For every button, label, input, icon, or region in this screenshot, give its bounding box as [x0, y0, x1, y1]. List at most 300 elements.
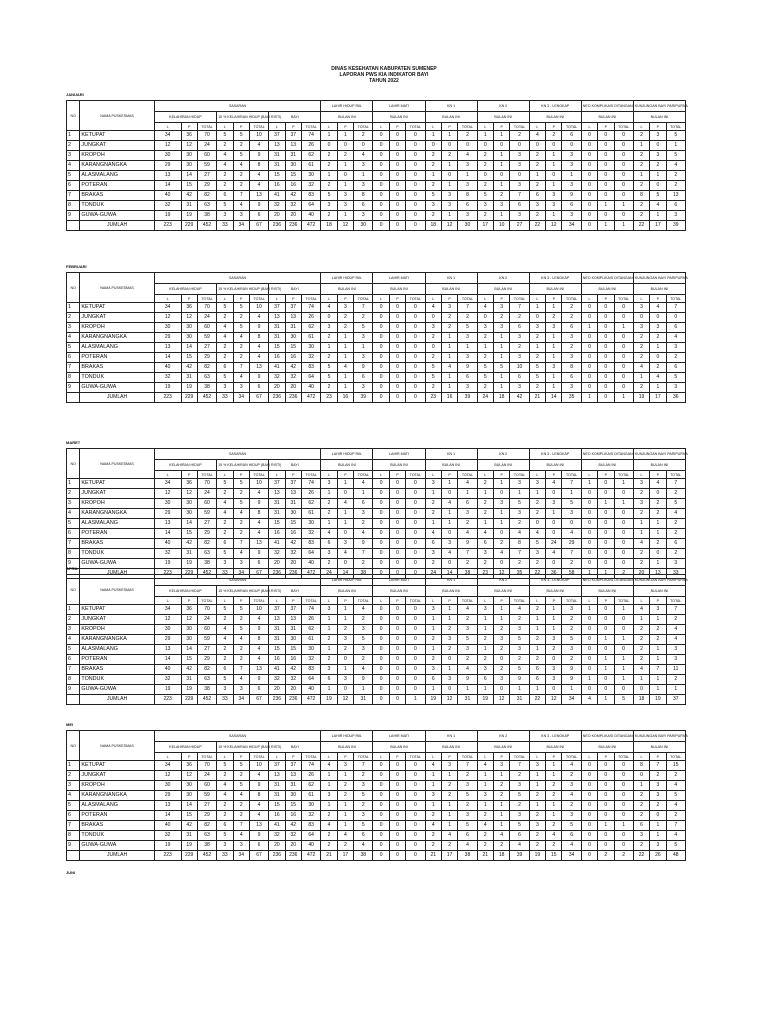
table-cell: 3 [217, 211, 233, 221]
table-cell: 1 [546, 181, 562, 191]
table-cell: 29 [197, 655, 216, 665]
table-cell: 0 [389, 479, 405, 489]
table-cell: 1 [354, 343, 373, 353]
table-cell: 5 [510, 499, 529, 509]
table-row [67, 373, 686, 383]
table-cell: 0 [373, 479, 389, 489]
col-header-l: L [529, 753, 545, 761]
table-cell: 2 [441, 841, 457, 851]
table-cell: 12 [154, 489, 181, 499]
table-cell: 2 [233, 181, 249, 191]
table-cell: 8 [249, 333, 268, 343]
table-cell: 12 [154, 615, 181, 625]
table-cell: 32 [285, 201, 301, 211]
jumlah-label: JUMLAH [80, 221, 154, 231]
table-cell: 40 [301, 841, 320, 851]
puskesmas-name: GUWA-GUWA [80, 841, 154, 851]
table-cell: 29 [154, 333, 181, 343]
table-cell: 0 [337, 655, 353, 665]
col-header-kn2: KN 2 [477, 449, 529, 460]
table-cell: 4 [666, 625, 685, 635]
row-number: 8 [67, 675, 80, 685]
table-cell: 2 [441, 791, 457, 801]
table-cell: 7 [233, 665, 249, 675]
total-cell: 0 [581, 221, 597, 231]
total-cell: 31 [510, 695, 529, 705]
month-table-section [66, 730, 686, 861]
table-cell: 0 [581, 821, 597, 831]
table-cell: 14 [181, 801, 197, 811]
month-label: FEBRUARI [66, 264, 87, 269]
col-header-sasaran: SASARAN [154, 575, 321, 586]
puskesmas-name: BRAKAS [80, 539, 154, 549]
table-cell: 5 [321, 373, 337, 383]
table-cell: 0 [406, 499, 425, 509]
col-header-l: L [425, 597, 441, 605]
table-cell: 0 [406, 333, 425, 343]
table-cell: 6 [321, 675, 337, 685]
table-cell: 1 [354, 489, 373, 499]
table-cell: 27 [197, 171, 216, 181]
table-cell: 1 [321, 489, 337, 499]
table-cell: 5 [217, 675, 233, 685]
table-cell: 30 [301, 519, 320, 529]
table-cell: 2 [562, 343, 581, 353]
table-cell: 5 [666, 841, 685, 851]
total-cell: 19 [650, 695, 666, 705]
col-header-p: P [441, 295, 457, 303]
table-cell: 2 [666, 771, 685, 781]
table-cell: 42 [285, 821, 301, 831]
table-cell: 2 [494, 625, 510, 635]
table-cell: 0 [389, 685, 405, 695]
col-header-p: P [441, 123, 457, 131]
table-cell: 2 [458, 771, 477, 781]
table-cell: 20 [285, 841, 301, 851]
table-cell: 62 [301, 323, 320, 333]
table-cell: 0 [614, 509, 633, 519]
table-cell: 0 [614, 615, 633, 625]
table-cell: 1 [598, 499, 614, 509]
table-cell: 40 [154, 363, 181, 373]
table-cell: 0 [614, 625, 633, 635]
table-cell: 0 [581, 635, 597, 645]
table-cell: 0 [598, 781, 614, 791]
table-cell: 0 [598, 303, 614, 313]
col-header-lahir-hidup: LAHIR HIDUP RIIL [321, 101, 373, 112]
table-cell: 19 [181, 685, 197, 695]
table-cell: 0 [598, 181, 614, 191]
table-cell: 1 [337, 821, 353, 831]
col-header-l: L [217, 753, 233, 761]
table-cell: 3 [458, 383, 477, 393]
total-cell: 16 [337, 393, 353, 403]
table-cell: 2 [546, 645, 562, 655]
col-header-kelahiran-hidup: KELAHIRAN HIDUP [154, 742, 216, 753]
table-cell: 0 [389, 549, 405, 559]
table-cell: 2 [529, 559, 545, 569]
col-header-total: TOTAL [301, 753, 320, 761]
table-cell: 27 [197, 343, 216, 353]
table-cell: 32 [154, 675, 181, 685]
total-cell: 0 [389, 569, 405, 579]
col-header-p: P [181, 597, 197, 605]
total-cell: 35 [562, 393, 581, 403]
table-cell: 2 [337, 625, 353, 635]
table-cell: 4 [249, 645, 268, 655]
table-cell: 1 [598, 655, 614, 665]
col-header-total: TOTAL [666, 753, 685, 761]
table-cell: 0 [406, 343, 425, 353]
total-cell: 24 [477, 393, 493, 403]
table-cell: 0 [406, 821, 425, 831]
table-cell: 0 [425, 343, 441, 353]
table-cell: 0 [406, 201, 425, 211]
table-cell: 0 [546, 685, 562, 695]
table-cell: 0 [650, 141, 666, 151]
table-cell: 3 [337, 191, 353, 201]
table-cell: 0 [581, 489, 597, 499]
total-cell: 236 [269, 393, 285, 403]
table-cell: 36 [181, 131, 197, 141]
table-cell: 0 [337, 559, 353, 569]
table-cell: 4 [249, 801, 268, 811]
table-cell: 2 [494, 791, 510, 801]
table-cell: 13 [154, 519, 181, 529]
table-cell: 2 [562, 655, 581, 665]
table-cell: 32 [154, 373, 181, 383]
table-cell: 3 [562, 509, 581, 519]
table-cell: 6 [354, 499, 373, 509]
table-cell: 40 [154, 821, 181, 831]
table-cell: 1 [321, 685, 337, 695]
table-cell: 37 [269, 761, 285, 771]
total-cell: 12 [546, 221, 562, 231]
table-cell: 14 [154, 181, 181, 191]
table-cell: 9 [249, 499, 268, 509]
table-cell: 0 [581, 303, 597, 313]
table-cell: 0 [406, 615, 425, 625]
table-cell: 0 [389, 781, 405, 791]
total-cell: 223 [154, 221, 181, 231]
total-cell: 12 [337, 695, 353, 705]
table-cell: 0 [389, 353, 405, 363]
table-cell: 2 [633, 635, 649, 645]
table-cell: 1 [633, 373, 649, 383]
table-cell: 0 [373, 131, 389, 141]
table-cell: 3 [354, 811, 373, 821]
table-cell: 12 [154, 771, 181, 781]
table-cell: 5 [354, 821, 373, 831]
total-row [67, 393, 686, 403]
table-row [67, 343, 686, 353]
table-cell: 31 [269, 625, 285, 635]
table-cell: 3 [510, 645, 529, 655]
table-cell: 0 [581, 131, 597, 141]
total-cell: 34 [233, 695, 249, 705]
col-header-l: L [581, 295, 597, 303]
table-cell: 1 [321, 131, 337, 141]
table-cell: 0 [598, 313, 614, 323]
table-cell: 32 [269, 201, 285, 211]
col-header-bulan-ini: BULAN INI [477, 742, 529, 753]
table-cell: 31 [285, 499, 301, 509]
table-cell: 0 [598, 549, 614, 559]
col-header-total: TOTAL [301, 597, 320, 605]
total-cell: 34 [233, 393, 249, 403]
table-cell: 1 [614, 655, 633, 665]
table-cell: 3 [510, 161, 529, 171]
row-number: 4 [67, 161, 80, 171]
table-cell: 15 [181, 181, 197, 191]
table-cell: 0 [406, 781, 425, 791]
table-cell: 30 [181, 625, 197, 635]
table-cell: 6 [217, 665, 233, 675]
row-number: 6 [67, 181, 80, 191]
table-cell: 2 [633, 645, 649, 655]
total-cell: 2 [614, 851, 633, 861]
table-cell: 5 [217, 605, 233, 615]
col-header-l: L [373, 597, 389, 605]
total-cell: 38 [354, 851, 373, 861]
col-header-l: L [269, 753, 285, 761]
table-cell: 3 [425, 665, 441, 675]
table-cell: 0 [598, 479, 614, 489]
table-cell: 19 [181, 383, 197, 393]
table-row [67, 559, 686, 569]
row-number: 2 [67, 141, 80, 151]
table-cell: 19 [181, 559, 197, 569]
table-cell: 0 [598, 343, 614, 353]
table-cell: 0 [494, 171, 510, 181]
table-cell: 3 [217, 383, 233, 393]
col-header-l: L [321, 471, 337, 479]
table-cell: 0 [406, 665, 425, 675]
table-cell: 24 [197, 771, 216, 781]
total-cell: 17 [650, 393, 666, 403]
table-cell: 19 [181, 211, 197, 221]
table-row [67, 363, 686, 373]
table-cell: 8 [249, 161, 268, 171]
table-cell: 2 [562, 313, 581, 323]
table-cell: 34 [154, 605, 181, 615]
table-row [67, 509, 686, 519]
table-cell: 1 [441, 211, 457, 221]
table-cell: 32 [301, 811, 320, 821]
table-cell: 1 [494, 161, 510, 171]
total-cell: 34 [562, 851, 581, 861]
table-cell: 0 [373, 645, 389, 655]
table-cell: 13 [249, 665, 268, 675]
col-header-lahir-hidup: LAHIR HIDUP RIIL [321, 731, 373, 742]
table-row [67, 201, 686, 211]
table-cell: 7 [510, 761, 529, 771]
table-cell: 3 [441, 303, 457, 313]
table-cell: 9 [354, 675, 373, 685]
col-header-p: P [650, 597, 666, 605]
total-cell: 0 [373, 851, 389, 861]
table-cell: 61 [301, 161, 320, 171]
col-header-total: TOTAL [458, 471, 477, 479]
table-cell: 0 [581, 559, 597, 569]
table-cell: 0 [406, 353, 425, 363]
table-cell: 1 [494, 353, 510, 363]
table-cell: 15 [269, 519, 285, 529]
table-cell: 83 [301, 539, 320, 549]
table-cell: 60 [197, 781, 216, 791]
total-cell: 36 [546, 569, 562, 579]
table-cell: 5 [233, 303, 249, 313]
total-cell: 33 [217, 393, 233, 403]
total-cell: 472 [301, 851, 320, 861]
table-cell: 3 [562, 605, 581, 615]
table-cell: 0 [581, 685, 597, 695]
total-cell: 0 [389, 393, 405, 403]
table-row [67, 605, 686, 615]
table-cell: 2 [425, 211, 441, 221]
puskesmas-name: BRAKAS [80, 665, 154, 675]
table-cell: 2 [494, 191, 510, 201]
table-cell: 3 [477, 323, 493, 333]
table-cell: 0 [406, 549, 425, 559]
col-header-bulan-ini: BULAN INI [477, 460, 529, 471]
table-cell: 9 [510, 675, 529, 685]
table-cell: 1 [337, 801, 353, 811]
table-cell: 6 [249, 841, 268, 851]
row-number: 5 [67, 519, 80, 529]
table-cell: 0 [614, 373, 633, 383]
col-header-bulan-ini: BULAN INI [477, 586, 529, 597]
table-cell: 2 [477, 161, 493, 171]
total-cell: 4 [581, 695, 597, 705]
table-cell: 29 [154, 509, 181, 519]
col-header-kn2: KN 2 [477, 273, 529, 284]
total-cell: 24 [321, 569, 337, 579]
table-cell: 2 [477, 509, 493, 519]
col-header-p: P [285, 597, 301, 605]
table-cell: 0 [581, 509, 597, 519]
table-cell: 0 [598, 211, 614, 221]
table-cell: 3 [354, 211, 373, 221]
col-header-p: P [650, 295, 666, 303]
table-cell: 40 [301, 383, 320, 393]
table-cell: 5 [233, 761, 249, 771]
table-cell: 62 [301, 781, 320, 791]
table-cell: 30 [181, 509, 197, 519]
table-cell: 11 [666, 665, 685, 675]
table-cell: 0 [406, 625, 425, 635]
table-cell: 0 [598, 323, 614, 333]
row-number: 2 [67, 771, 80, 781]
table-row [67, 333, 686, 343]
row-number: 3 [67, 781, 80, 791]
total-cell: 38 [354, 569, 373, 579]
total-cell: 452 [197, 569, 216, 579]
puskesmas-name: GUWA-GUWA [80, 559, 154, 569]
table-cell: 13 [285, 489, 301, 499]
col-header-bulan-ini: BULAN INI [581, 112, 633, 123]
total-cell: 21 [425, 851, 441, 861]
table-cell: 4 [477, 303, 493, 313]
table-cell: 2 [321, 161, 337, 171]
table-cell: 4 [233, 509, 249, 519]
table-cell: 36 [181, 303, 197, 313]
table-cell: 1 [494, 519, 510, 529]
table-cell: 37 [285, 761, 301, 771]
table-cell: 70 [197, 303, 216, 313]
table-cell: 0 [406, 181, 425, 191]
table-cell: 4 [529, 131, 545, 141]
col-header-bulan-ini: BULAN INI [425, 284, 477, 295]
table-cell: 0 [373, 489, 389, 499]
row-number: 4 [67, 509, 80, 519]
table-cell: 4 [217, 151, 233, 161]
table-cell: 15 [181, 353, 197, 363]
table-cell: 24 [197, 615, 216, 625]
table-cell: 3 [425, 605, 441, 615]
table-cell: 3 [477, 549, 493, 559]
table-cell: 15 [181, 529, 197, 539]
table-cell: 4 [337, 831, 353, 841]
table-cell: 0 [581, 201, 597, 211]
table-cell: 4 [633, 539, 649, 549]
col-header-kn1: KN 1 [425, 731, 477, 742]
table-row [67, 811, 686, 821]
table-cell: 0 [581, 761, 597, 771]
table-cell: 1 [494, 615, 510, 625]
table-cell: 74 [301, 479, 320, 489]
table-cell: 1 [546, 801, 562, 811]
table-cell: 2 [337, 323, 353, 333]
table-cell: 0 [581, 343, 597, 353]
table-cell: 15 [181, 655, 197, 665]
table-cell: 0 [441, 655, 457, 665]
row-number: 1 [67, 303, 80, 313]
table-cell: 7 [354, 549, 373, 559]
col-header-l: L [425, 471, 441, 479]
table-cell: 0 [373, 801, 389, 811]
table-cell: 1 [441, 615, 457, 625]
table-cell: 0 [614, 831, 633, 841]
table-cell: 6 [217, 539, 233, 549]
table-cell: 30 [181, 323, 197, 333]
table-row [67, 615, 686, 625]
table-cell: 2 [529, 499, 545, 509]
table-cell: 0 [406, 685, 425, 695]
table-cell: 34 [154, 479, 181, 489]
table-cell: 30 [301, 645, 320, 655]
puskesmas-name: KROPOH [80, 151, 154, 161]
table-cell: 63 [197, 831, 216, 841]
total-cell: 0 [373, 393, 389, 403]
table-cell: 4 [666, 635, 685, 645]
col-header-l: L [581, 471, 597, 479]
table-cell: 0 [598, 831, 614, 841]
table-cell: 5 [217, 373, 233, 383]
table-cell: 13 [249, 539, 268, 549]
table-cell: 0 [389, 343, 405, 353]
total-cell: 26 [650, 851, 666, 861]
table-cell: 40 [154, 665, 181, 675]
total-cell: 24 [425, 569, 441, 579]
table-cell: 4 [510, 605, 529, 615]
total-cell [67, 221, 80, 231]
total-cell: 34 [233, 851, 249, 861]
table-cell: 0 [633, 313, 649, 323]
table-cell: 0 [373, 635, 389, 645]
total-cell: 19 [321, 695, 337, 705]
col-header-l: L [154, 597, 181, 605]
